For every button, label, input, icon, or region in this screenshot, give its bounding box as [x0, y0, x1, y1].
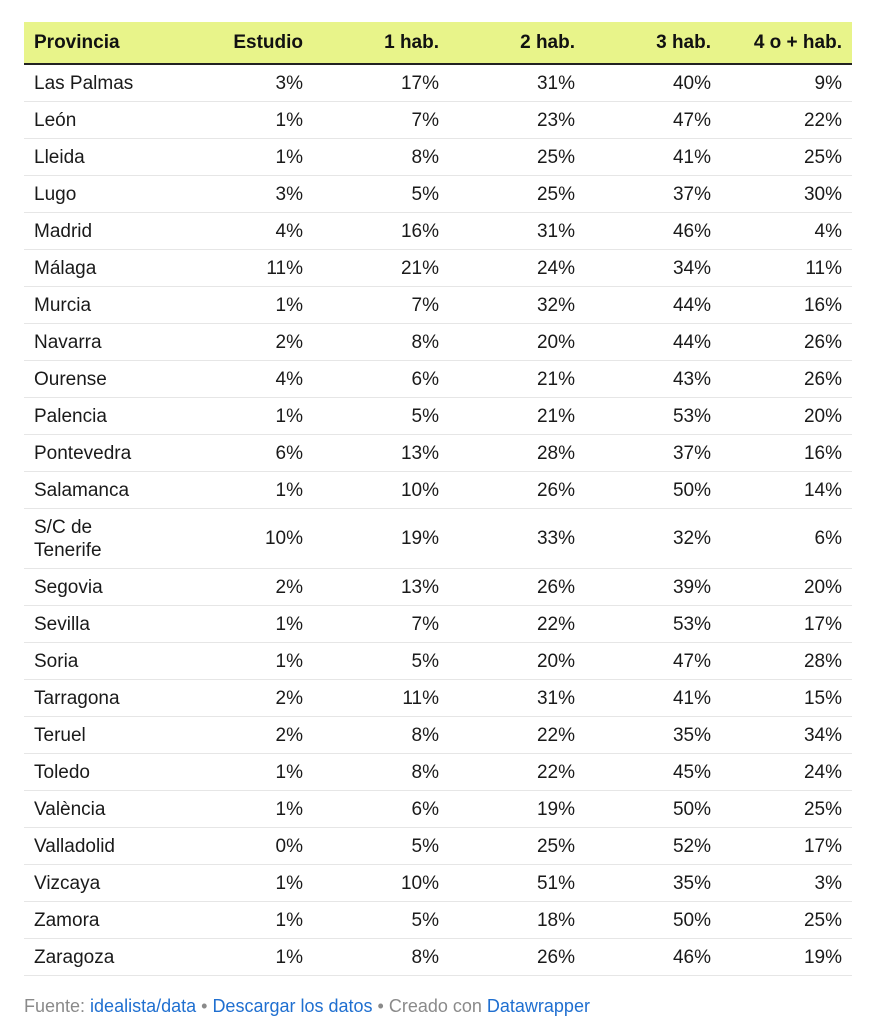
percentage-cell: 6% — [313, 361, 449, 398]
percentage-cell: 16% — [313, 213, 449, 250]
percentage-cell: 5% — [313, 176, 449, 213]
percentage-cell: 1% — [182, 754, 313, 791]
table-row — [24, 569, 852, 606]
province-cell: Teruel — [24, 717, 182, 754]
percentage-cell: 35% — [585, 717, 721, 754]
percentage-cell: 39% — [585, 569, 721, 606]
percentage-cell: 53% — [585, 606, 721, 643]
percentage-cell: 19% — [721, 939, 852, 976]
percentage-cell: 6% — [721, 509, 852, 569]
percentage-cell: 1% — [182, 939, 313, 976]
percentage-cell: 26% — [449, 472, 585, 509]
percentage-cell: 0% — [182, 828, 313, 865]
percentage-cell: 31% — [449, 64, 585, 102]
data-table — [24, 22, 852, 976]
percentage-cell: 6% — [182, 435, 313, 472]
percentage-cell: 15% — [721, 680, 852, 717]
province-cell: Zamora — [24, 902, 182, 939]
table-row — [24, 435, 852, 472]
percentage-cell: 26% — [721, 361, 852, 398]
percentage-cell: 25% — [449, 828, 585, 865]
province-cell: Las Palmas — [24, 64, 182, 102]
column-header: Provincia — [24, 22, 182, 64]
percentage-cell: 11% — [313, 680, 449, 717]
percentage-cell: 1% — [182, 606, 313, 643]
province-cell: S/C de Tenerife — [24, 509, 182, 569]
percentage-cell: 2% — [182, 717, 313, 754]
percentage-cell: 26% — [721, 324, 852, 361]
table-row — [24, 361, 852, 398]
percentage-cell: 20% — [721, 569, 852, 606]
percentage-cell: 31% — [449, 213, 585, 250]
percentage-cell: 6% — [313, 791, 449, 828]
column-header: Estudio — [182, 22, 313, 64]
percentage-cell: 21% — [449, 361, 585, 398]
percentage-cell: 19% — [313, 509, 449, 569]
percentage-cell: 28% — [721, 643, 852, 680]
percentage-cell: 25% — [721, 791, 852, 828]
percentage-cell: 10% — [313, 472, 449, 509]
header-row — [24, 22, 852, 64]
percentage-cell: 23% — [449, 102, 585, 139]
province-cell: Zaragoza — [24, 939, 182, 976]
percentage-cell: 1% — [182, 287, 313, 324]
percentage-cell: 43% — [585, 361, 721, 398]
percentage-cell: 50% — [585, 791, 721, 828]
percentage-cell: 10% — [313, 865, 449, 902]
percentage-cell: 51% — [449, 865, 585, 902]
province-cell: Lugo — [24, 176, 182, 213]
province-cell: Segovia — [24, 569, 182, 606]
percentage-cell: 7% — [313, 606, 449, 643]
percentage-cell: 1% — [182, 902, 313, 939]
percentage-cell: 22% — [721, 102, 852, 139]
percentage-cell: 28% — [449, 435, 585, 472]
percentage-cell: 16% — [721, 435, 852, 472]
province-cell: Sevilla — [24, 606, 182, 643]
percentage-cell: 25% — [449, 139, 585, 176]
percentage-cell: 22% — [449, 606, 585, 643]
province-cell: Salamanca — [24, 472, 182, 509]
percentage-cell: 1% — [182, 102, 313, 139]
percentage-cell: 13% — [313, 569, 449, 606]
percentage-cell: 22% — [449, 717, 585, 754]
percentage-cell: 17% — [313, 64, 449, 102]
percentage-cell: 2% — [182, 324, 313, 361]
percentage-cell: 24% — [721, 754, 852, 791]
province-cell: Toledo — [24, 754, 182, 791]
percentage-cell: 26% — [449, 939, 585, 976]
table-row — [24, 472, 852, 509]
table-row — [24, 176, 852, 213]
table-row — [24, 643, 852, 680]
percentage-cell: 47% — [585, 102, 721, 139]
percentage-cell: 25% — [721, 139, 852, 176]
percentage-cell: 7% — [313, 287, 449, 324]
percentage-cell: 9% — [721, 64, 852, 102]
province-cell: Palencia — [24, 398, 182, 435]
percentage-cell: 53% — [585, 398, 721, 435]
column-header: 1 hab. — [313, 22, 449, 64]
table-row — [24, 828, 852, 865]
percentage-cell: 5% — [313, 643, 449, 680]
percentage-cell: 20% — [449, 643, 585, 680]
percentage-cell: 1% — [182, 472, 313, 509]
footer — [24, 996, 590, 1017]
percentage-cell: 30% — [721, 176, 852, 213]
province-cell: Lleida — [24, 139, 182, 176]
province-cell: Soria — [24, 643, 182, 680]
table-row — [24, 902, 852, 939]
percentage-cell: 50% — [585, 902, 721, 939]
percentage-cell: 40% — [585, 64, 721, 102]
percentage-cell: 46% — [585, 213, 721, 250]
percentage-cell: 1% — [182, 398, 313, 435]
percentage-cell: 8% — [313, 754, 449, 791]
table-row — [24, 606, 852, 643]
percentage-cell: 1% — [182, 791, 313, 828]
province-cell: Vizcaya — [24, 865, 182, 902]
percentage-cell: 47% — [585, 643, 721, 680]
percentage-cell: 17% — [721, 828, 852, 865]
percentage-cell: 8% — [313, 324, 449, 361]
percentage-cell: 32% — [585, 509, 721, 569]
percentage-cell: 17% — [721, 606, 852, 643]
percentage-cell: 3% — [182, 64, 313, 102]
percentage-cell: 52% — [585, 828, 721, 865]
province-cell: Murcia — [24, 287, 182, 324]
table-row — [24, 791, 852, 828]
table-row — [24, 509, 852, 569]
table-header — [24, 22, 852, 64]
footer-separator: • — [196, 996, 213, 1016]
percentage-cell: 33% — [449, 509, 585, 569]
province-cell: León — [24, 102, 182, 139]
percentage-cell: 5% — [313, 398, 449, 435]
column-header: 2 hab. — [449, 22, 585, 64]
province-cell: València — [24, 791, 182, 828]
percentage-cell: 32% — [449, 287, 585, 324]
table-row — [24, 213, 852, 250]
table-row — [24, 754, 852, 791]
footer-separator: • — [372, 996, 389, 1016]
download-data-link[interactable]: Descargar los datos — [212, 996, 373, 1016]
percentage-cell: 21% — [313, 250, 449, 287]
percentage-cell: 8% — [313, 139, 449, 176]
percentage-cell: 5% — [313, 902, 449, 939]
table-row — [24, 680, 852, 717]
table-body — [24, 64, 852, 976]
table-row — [24, 939, 852, 976]
percentage-cell: 44% — [585, 287, 721, 324]
percentage-cell: 45% — [585, 754, 721, 791]
created-label: Creado con — [388, 996, 487, 1016]
percentage-cell: 34% — [721, 717, 852, 754]
percentage-cell: 31% — [449, 680, 585, 717]
table-row — [24, 139, 852, 176]
table-row — [24, 102, 852, 139]
percentage-cell: 10% — [182, 509, 313, 569]
percentage-cell: 1% — [182, 139, 313, 176]
percentage-cell: 2% — [182, 569, 313, 606]
percentage-cell: 8% — [313, 939, 449, 976]
percentage-cell: 50% — [585, 472, 721, 509]
province-cell: Valladolid — [24, 828, 182, 865]
percentage-cell: 18% — [449, 902, 585, 939]
source-label: Fuente: — [24, 996, 91, 1016]
percentage-cell: 20% — [449, 324, 585, 361]
percentage-cell: 34% — [585, 250, 721, 287]
percentage-cell: 37% — [585, 435, 721, 472]
percentage-cell: 2% — [182, 680, 313, 717]
percentage-cell: 16% — [721, 287, 852, 324]
percentage-cell: 4% — [721, 213, 852, 250]
percentage-cell: 26% — [449, 569, 585, 606]
percentage-cell: 25% — [449, 176, 585, 213]
percentage-cell: 37% — [585, 176, 721, 213]
table-row — [24, 717, 852, 754]
percentage-cell: 44% — [585, 324, 721, 361]
percentage-cell: 3% — [721, 865, 852, 902]
percentage-cell: 35% — [585, 865, 721, 902]
source-link[interactable]: idealista/data — [90, 996, 197, 1016]
percentage-cell: 7% — [313, 102, 449, 139]
province-cell: Tarragona — [24, 680, 182, 717]
province-cell: Madrid — [24, 213, 182, 250]
percentage-cell: 8% — [313, 717, 449, 754]
percentage-cell: 14% — [721, 472, 852, 509]
table-row — [24, 64, 852, 102]
percentage-cell: 4% — [182, 361, 313, 398]
column-header: 4 o + hab. — [721, 22, 852, 64]
percentage-cell: 24% — [449, 250, 585, 287]
province-cell: Navarra — [24, 324, 182, 361]
table-row — [24, 398, 852, 435]
table-row — [24, 250, 852, 287]
percentage-cell: 19% — [449, 791, 585, 828]
table-row — [24, 287, 852, 324]
percentage-cell: 3% — [182, 176, 313, 213]
table-row — [24, 324, 852, 361]
province-cell: Pontevedra — [24, 435, 182, 472]
percentage-cell: 41% — [585, 139, 721, 176]
percentage-cell: 46% — [585, 939, 721, 976]
percentage-cell: 11% — [182, 250, 313, 287]
data-table-container — [24, 22, 840, 976]
percentage-cell: 13% — [313, 435, 449, 472]
percentage-cell: 1% — [182, 865, 313, 902]
province-cell: Málaga — [24, 250, 182, 287]
percentage-cell: 41% — [585, 680, 721, 717]
percentage-cell: 22% — [449, 754, 585, 791]
percentage-cell: 5% — [313, 828, 449, 865]
datawrapper-link[interactable]: Datawrapper — [486, 996, 590, 1016]
province-cell: Ourense — [24, 361, 182, 398]
percentage-cell: 1% — [182, 643, 313, 680]
table-row — [24, 865, 852, 902]
percentage-cell: 25% — [721, 902, 852, 939]
percentage-cell: 4% — [182, 213, 313, 250]
column-header: 3 hab. — [585, 22, 721, 64]
percentage-cell: 21% — [449, 398, 585, 435]
percentage-cell: 20% — [721, 398, 852, 435]
percentage-cell: 11% — [721, 250, 852, 287]
